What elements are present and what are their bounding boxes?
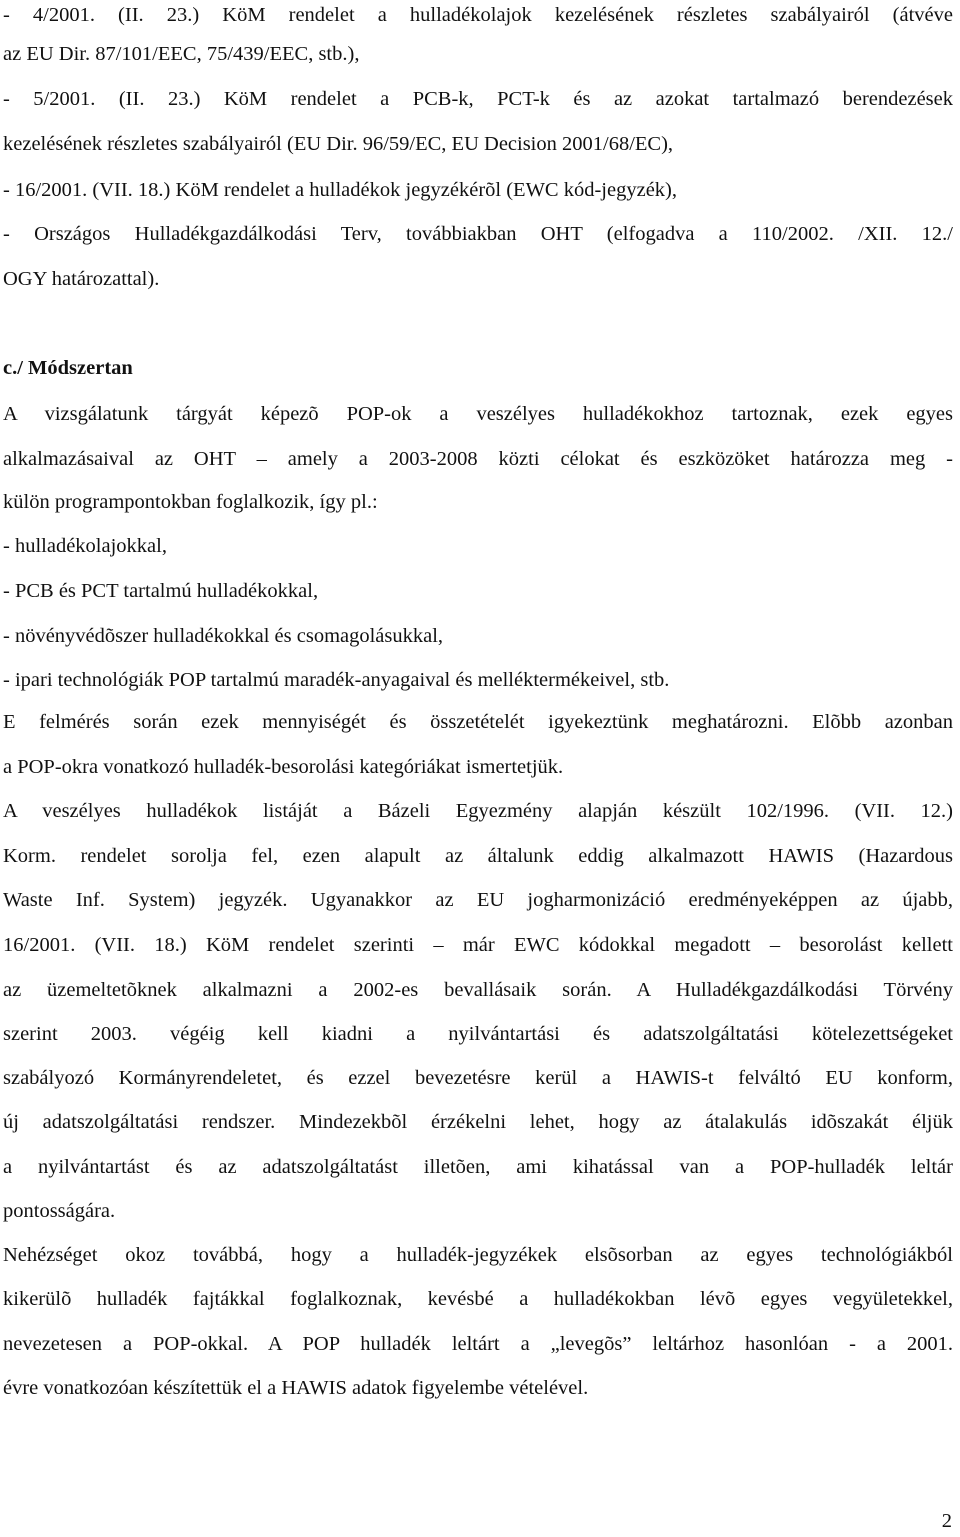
text-line: a POP-okra vonatkozó hulladék-besorolási kategóriákat ismertetjük.	[3, 756, 564, 778]
text-line: - 5/2001. (II. 23.) KöM rendelet a PCB-k, PCT-k és az azokat tartalmazó berendezések	[3, 88, 953, 110]
text-line: E felmérés során ezek mennyiségét és összetételét igyekeztünk meghatározni. Elõbb azonban	[3, 711, 953, 733]
list-item: - növényvédõszer hulladékokkal és csomagolásukkal,	[3, 625, 444, 647]
text-line: Nehézséget okoz továbbá, hogy a hulladék-jegyzékek elsõsorban az egyes technológiákból	[3, 1244, 953, 1266]
section-heading: c./ Módszertan	[3, 357, 133, 379]
text-line: OGY határozattal).	[3, 268, 160, 290]
text-line: alkalmazásaival az OHT – amely a 2003-2008 közti célokat és eszközöket határozza meg -	[3, 448, 953, 470]
list-item: - hulladékolajokkal,	[3, 535, 167, 557]
text-line: - 4/2001. (II. 23.) KöM rendelet a hulladékolajok kezelésének részletes szabályairól (átvéve	[3, 4, 953, 26]
text-line: nevezetesen a POP-okkal. A POP hulladék leltárt a „levegõs” leltárhoz hasonlóan - a 2001.	[3, 1333, 953, 1355]
text-line: kikerülõ hulladék fajtákkal foglalkoznak, kevésbé a hulladékokban lévõ egyes vegyületekkel,	[3, 1288, 953, 1310]
text-line: A vizsgálatunk tárgyát képezõ POP-ok a veszélyes hulladékokhoz tartoznak, ezek egyes	[3, 403, 953, 425]
text-line: pontosságára.	[3, 1200, 116, 1222]
text-line: A veszélyes hulladékok listáját a Bázeli Egyezmény alapján készült 102/1996. (VII. 12.)	[3, 800, 953, 822]
text-line: a nyilvántartást és az adatszolgáltatást illetõen, ami kihatással van a POP-hulladék leltár	[3, 1156, 953, 1178]
text-line: - Országos Hulladékgazdálkodási Terv, továbbiakban OHT (elfogadva a 110/2002. /XII. 12./	[3, 223, 953, 245]
text-line: Korm. rendelet sorolja fel, ezen alapult az általunk eddig alkalmazott HAWIS (Hazardous	[3, 845, 953, 867]
text-line: új adatszolgáltatási rendszer. Mindezekbõl érzékelni lehet, hogy az átalakulás idõszakát éljük	[3, 1111, 953, 1133]
list-item: - PCB és PCT tartalmú hulladékokkal,	[3, 580, 319, 602]
text-line: évre vonatkozóan készítettük el a HAWIS adatok figyelembe vételével.	[3, 1377, 589, 1399]
list-item: - ipari technológiák POP tartalmú maradék-anyagaival és melléktermékeivel, stb.	[3, 669, 670, 691]
text-line: az EU Dir. 87/101/EEC, 75/439/EEC, stb.),	[3, 43, 360, 65]
page-number: 2	[941, 1510, 952, 1532]
text-line: külön programpontokban foglalkozik, így pl.:	[3, 491, 378, 513]
text-line: kezelésének részletes szabályairól (EU Dir. 96/59/EC, EU Decision 2001/68/EC),	[3, 133, 674, 155]
text-line: szabályozó Kormányrendeletet, és ezzel bevezetésre kerül a HAWIS-t felváltó EU konform,	[3, 1067, 953, 1089]
text-line: az üzemeltetõknek alkalmazni a 2002-es bevallásaik során. A Hulladékgazdálkodási Törvény	[3, 979, 953, 1001]
text-line: szerint 2003. végéig kell kiadni a nyilvántartási és adatszolgáltatási kötelezettségeket	[3, 1023, 953, 1045]
text-line: - 16/2001. (VII. 18.) KöM rendelet a hulladékok jegyzékérõl (EWC kód-jegyzék),	[3, 179, 677, 201]
text-line: Waste Inf. System) jegyzék. Ugyanakkor az EU jogharmonizáció eredményeképpen az újabb,	[3, 889, 953, 911]
text-line: 16/2001. (VII. 18.) KöM rendelet szerinti – már EWC kódokkal megadott – besorolást kellett	[3, 934, 953, 956]
